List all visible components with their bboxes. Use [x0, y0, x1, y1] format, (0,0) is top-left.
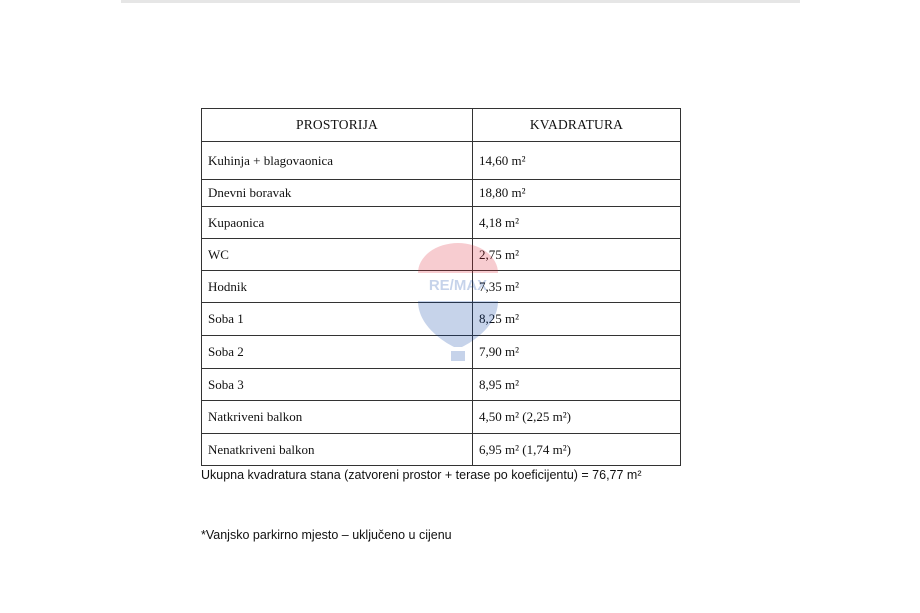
room-area-table: [201, 108, 681, 466]
table-row: [202, 180, 681, 207]
room-name: WC: [202, 239, 473, 271]
room-name: Soba 2: [202, 336, 473, 369]
room-name: Natkriveni balkon: [202, 401, 473, 434]
room-name: Kupaonica: [202, 207, 473, 239]
room-area: 18,80 m²: [473, 180, 681, 207]
table-row: [202, 369, 681, 401]
room-name: Dnevni boravak: [202, 180, 473, 207]
room-name: Soba 1: [202, 303, 473, 336]
room-name: Nenatkriveni balkon: [202, 434, 473, 466]
parking-note: *Vanjsko parkirno mjesto – uključeno u cijenu: [201, 528, 452, 542]
table-header-row: [202, 109, 681, 142]
room-area: 7,90 m²: [473, 336, 681, 369]
table-row: [202, 336, 681, 369]
table-row: [202, 207, 681, 239]
table-row: [202, 142, 681, 180]
table-row: [202, 303, 681, 336]
room-area: 4,50 m² (2,25 m²): [473, 401, 681, 434]
table-row: [202, 239, 681, 271]
header-area: KVADRATURA: [473, 109, 681, 142]
room-area: 4,18 m²: [473, 207, 681, 239]
table-row: [202, 434, 681, 466]
room-area: 14,60 m²: [473, 142, 681, 180]
room-area: 7,35 m²: [473, 271, 681, 303]
room-name: Hodnik: [202, 271, 473, 303]
watermark-text: RE/MAX: [428, 277, 488, 294]
room-name: Kuhinja + blagovaonica: [202, 142, 473, 180]
total-area-line: Ukupna kvadratura stana (zatvoreni prostor + terase po koeficijentu) = 76,77 m²: [201, 468, 642, 482]
table-row: [202, 271, 681, 303]
room-area: 2,75 m²: [473, 239, 681, 271]
room-area: 8,25 m²: [473, 303, 681, 336]
top-divider: [121, 0, 800, 3]
room-area: 6,95 m² (1,74 m²): [473, 434, 681, 466]
room-name: Soba 3: [202, 369, 473, 401]
header-room: PROSTORIJA: [202, 109, 473, 142]
room-area: 8,95 m²: [473, 369, 681, 401]
table-row: [202, 401, 681, 434]
